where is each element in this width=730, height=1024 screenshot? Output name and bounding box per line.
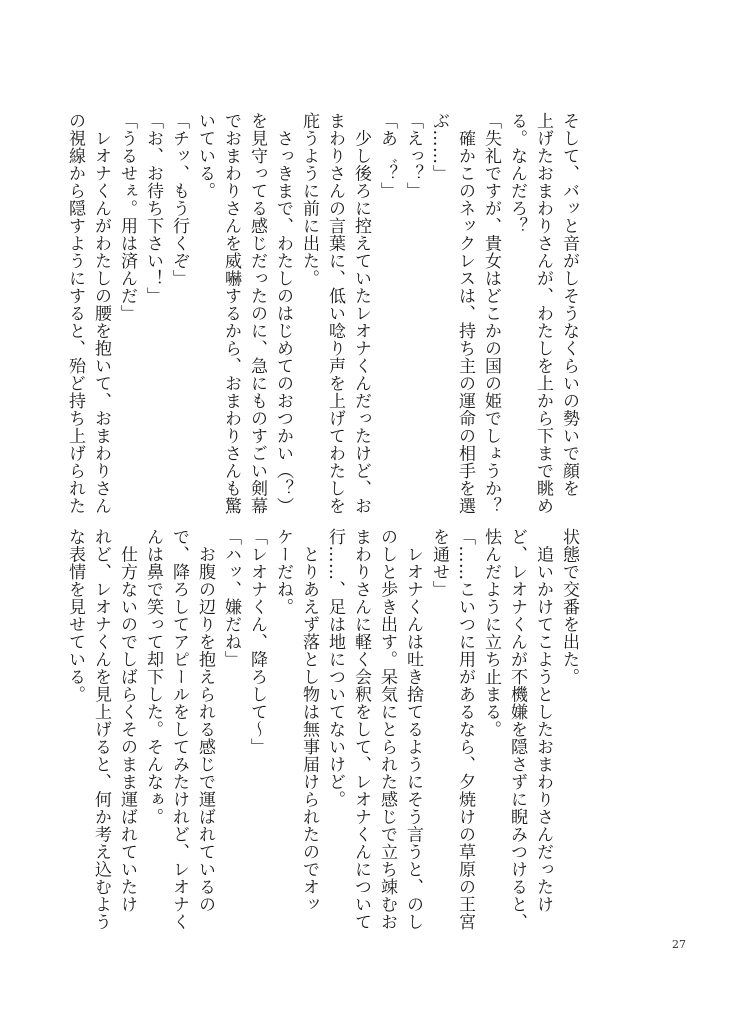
text-line: 怯んだように立ち止まる。 [481,528,501,738]
text-line: 上げたおまわりさんが、わたしを上から下まで眺め [533,112,553,515]
text-line: 確かこのネックレスは、持ち主の運命の相手を選 [455,112,475,515]
text-line: お腹の辺りを抱えられる感じで運ばれているの [195,528,215,913]
lower-text-block [65,528,582,931]
text-line: ケーだね。 [273,528,293,616]
text-line: 「あ゛？」 [377,112,397,200]
text-line: を通せ」 [429,528,449,598]
text-line: 「えっ？」 [403,112,423,200]
text-line: る。なんだろ？ [507,112,527,235]
upper-text-block [65,112,582,515]
text-line: んは鼻で笑って却下した。そんなぁ。 [143,528,163,826]
text-line: な表情を見せている。 [65,528,85,703]
text-line: 「お、お待ち下さい！」 [143,112,163,305]
text-line: 「チッ、もう行くぞ」 [169,112,189,287]
text-line: 庇うように前に出た。 [299,112,319,287]
text-line: ど、レオナくんが不機嫌を隠さずに睨みつけると、 [507,528,527,931]
text-line: レオナくんがわたしの腰を抱いて、おまわりさん [91,112,111,515]
text-line: まわりさんの言葉に、低い唸り声を上げてわたしを [325,112,345,515]
text-line: レオナくんは吐き捨てるようにそう言うと、のし [403,528,423,931]
text-line: でおまわりさんを威嚇するから、おまわりさんも驚 [221,112,241,515]
text-line: そして、バッと音がしそうなくらいの勢いで顔を [559,112,579,497]
text-line: れど、レオナくんを見上げると、何か考え込むよう [91,528,111,931]
text-line: 「うるせぇ。用は済んだ」 [117,112,137,322]
text-line: のしと歩き出す。呆気にとられた感じで立ち竦むお [377,528,397,931]
text-line: 少し後ろに控えていたレオナくんだったけど、お [351,112,371,515]
text-line: 「……こいつに用があるなら、夕焼けの草原の王宮 [455,528,475,931]
page-number: 27 [672,938,686,951]
text-line: 「レオナくん、降ろして～」 [247,528,267,756]
text-line: 追いかけてこようとしたおまわりさんだったけ [533,528,553,913]
text-line: 「ハッ、嫌だね」 [221,528,241,668]
text-line: で、降ろしてアピールをしてみたけれど、レオナく [169,528,189,931]
text-line: いている。 [195,112,215,200]
text-line: まわりさんに軽く会釈をして、レオナくんについて [351,528,371,931]
text-line: 仕方ないのでしばらくそのまま運ばれていたけ [117,528,137,913]
text-line: とりあえず落とし物は無事届けられたのでオッ [299,528,319,913]
text-line: 状態で交番を出た。 [559,528,579,686]
text-line: ぶ……」 [429,112,449,182]
text-line: の視線から隠すようにすると、殆ど持ち上げられた [65,112,85,515]
text-line: 行……、足は地についてないけど。 [325,528,345,808]
text-line: を見守ってる感じだったのに、急にものすごい剣幕 [247,112,267,515]
text-line: さっきまで、わたしのはじめてのおつかい（？） [273,112,293,515]
text-line: 「失礼ですが、貴女はどこかの国の姫でしょうか？ [481,112,501,515]
